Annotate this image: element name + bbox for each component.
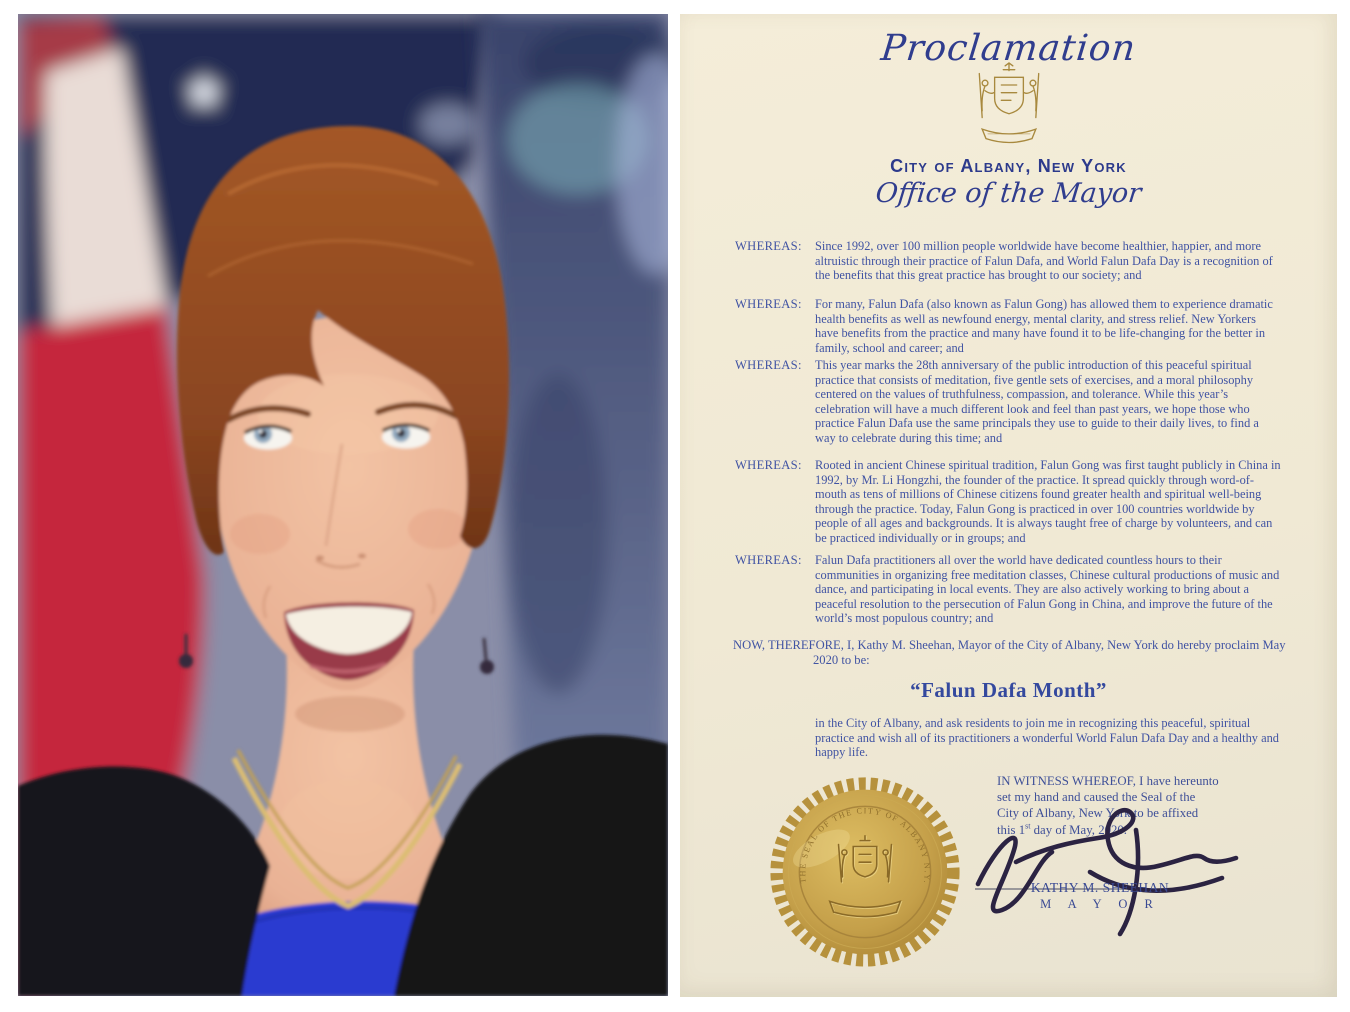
witness-line: IN WITNESS WHEREOF, I have hereunto xyxy=(997,774,1219,788)
office-of-the-mayor: Office of the Mayor xyxy=(874,178,1143,209)
city-crest-icon xyxy=(961,62,1057,154)
closing-paragraph: in the City of Albany, and ask residents to join me in recognizing this peaceful, spiritual practice and wish all of its practitioners a wonderful World Falun Dafa Day and a healthy and happy life. xyxy=(815,716,1279,759)
signatory-name: KATHY M. SHEEHAN xyxy=(1030,880,1170,895)
witness-line: set my hand and caused the Seal of the xyxy=(997,790,1196,805)
whereas-text: Rooted in ancient Chinese spiritual tradition, Falun Gong was first taught publicly in China in 1992, by Mr. Li Hongzhi, the founder of the practice. It spread quickly through word-of-mouth as tens of millions of Chinese citizens found greater health and spiritual well-being through the practice. Today, Falun Gong is practiced in over 100 countries worldwide by people of all ages and backgrounds. It is always taught free of charge by volunteers, and can be practiced individually or in groups; and xyxy=(815,458,1281,545)
therefore-line1: NOW, THEREFORE, I, Kathy M. Sheehan, Mayor of the City of Albany, New York do hereby proclaim May xyxy=(733,638,1286,652)
whereas-text: This year marks the 28th anniversary of the public introduction of this peaceful spiritual practice that consists of meditation, five gentle sets of exercises, and a moral philosophy centered on the values of truthfulness, compassion, and tolerance. While this year’s celebration will have a much different look and feel than past years, we hope those who practice Falun Dafa use the same principals they use to guide to their daily lives, to find a way to celebrate during this time; and xyxy=(815,358,1259,445)
therefore-clause xyxy=(733,638,1290,668)
whereas-clause xyxy=(735,297,1295,355)
witness-line: City of Albany, New York to be affixed xyxy=(997,806,1199,821)
falun-dafa-month-title: “Falun Dafa Month” xyxy=(910,678,1107,702)
whereas-clause xyxy=(735,358,1295,445)
proclamation-title-script: Proclamation xyxy=(879,28,1138,69)
whereas-clause xyxy=(735,239,1295,283)
portrait-illustration xyxy=(18,14,668,996)
proclamation-document xyxy=(680,14,1337,997)
whereas-label: WHEREAS: xyxy=(735,297,802,311)
signatory-title: M A Y O R xyxy=(1040,897,1160,911)
whereas-label: WHEREAS: xyxy=(735,553,802,567)
whereas-label: WHEREAS: xyxy=(735,239,802,253)
witness-date-ordinal: st xyxy=(1025,821,1031,831)
therefore-line2: 2020 to be: xyxy=(813,653,870,667)
whereas-text: Since 1992, over 100 million people worldwide have become healthier, happier, and more altruistic through their practice of Falun Dafa, and World Falun Dafa Day is a recognition of the benefits that this great practice has brought to our society; and xyxy=(815,239,1273,282)
whereas-text: Falun Dafa practitioners all over the world have dedicated countless hours to their communities in organizing free meditation classes, Chinese cultural productions of music and dance, and participating in local events. They are also actively working to bring about a peaceful resolution to the persecution of Falun Gong in China, and improve the future of the world’s most populous country; and xyxy=(815,553,1280,625)
whereas-label: WHEREAS: xyxy=(735,358,802,372)
mayor-signature-icon xyxy=(940,800,1280,940)
witness-date-pre: this 1 xyxy=(997,822,1026,837)
whereas-clause xyxy=(735,553,1295,626)
city-name: City of Albany, New York xyxy=(890,156,1127,176)
whereas-clause xyxy=(735,458,1295,545)
gold-foil-seal xyxy=(767,774,963,970)
whereas-label: WHEREAS: xyxy=(735,458,802,472)
mayor-portrait-photo xyxy=(18,14,668,996)
signatory-block xyxy=(980,880,1220,912)
seal-arc-text: THE SEAL OF THE CITY OF ALBANY N.Y. xyxy=(798,806,932,886)
witness-date-post: day of May, 2020. xyxy=(1030,822,1127,837)
whereas-text: For many, Falun Dafa (also known as Falun Gong) has allowed them to experience dramatic health benefits as well as newfound energy, mental clarity, and stress relief. New Yorkers have benefits from the practice and many have found it to be life-changing for the better in family, school and career; and xyxy=(815,297,1273,355)
